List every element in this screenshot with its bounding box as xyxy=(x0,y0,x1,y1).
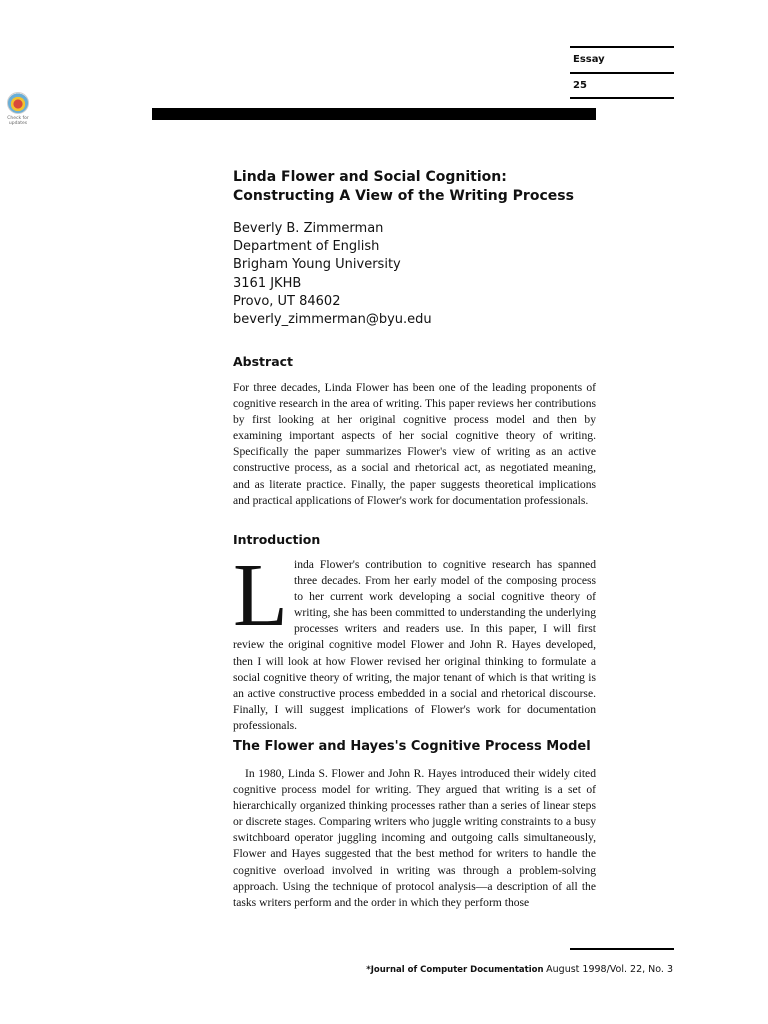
header-black-bar xyxy=(152,108,596,120)
journal-footer xyxy=(366,964,673,975)
author-block xyxy=(233,220,432,329)
section-label: Essay xyxy=(573,54,605,65)
introduction-heading: Introduction xyxy=(233,532,321,547)
page-number: 25 xyxy=(573,80,587,91)
check-for-updates-badge[interactable] xyxy=(4,92,32,126)
introduction-body: inda Flower's contribution to cognitive research has spanned three decades. From her early model of the composing process to her current work developing a social cognitive theory of writing, she has been committed to understanding the underlying processes writers and readers use. In this paper, I will first review the original cognitive model Flower and John R. Hayes developed, then I will look at how Flower revised her original thinking to formulate a social cognitive theory of writing, the major tenant of which is that writing is an active constructive process embedded in a social and rhetorical discourse. Finally, I will suggest implications of Flower's work for documentation professionals. xyxy=(233,558,596,732)
header-rule-middle xyxy=(570,72,674,74)
header-rule-top xyxy=(570,46,674,48)
section-heading: The Flower and Hayes's Cognitive Process Model xyxy=(233,739,591,754)
abstract-text: For three decades, Linda Flower has been one of the leading proponents of cognitive research in the area of writing. This paper reviews her contributions by first looking at her original cognitive process model and then by examining important aspects of her social cognitive theory of writing. Specifically the paper summarizes Flower's view of writing as an active constructive process, as a social and rhetorical act, as negotiated meaning, and as literate practice. Finally, the paper suggests theoretical implications and practical applications of Flower's work for documentation professionals. xyxy=(233,381,596,507)
author-department: Department of English xyxy=(233,239,380,255)
title-line-2: Constructing A View of the Writing Process xyxy=(233,188,574,204)
author-email: beverly_zimmerman@byu.edu xyxy=(233,312,432,328)
journal-issue: August 1998/Vol. 22, No. 3 xyxy=(546,964,673,975)
title-line-1: Linda Flower and Social Cognition: xyxy=(233,169,507,185)
section-text: In 1980, Linda S. Flower and John R. Hayes introduced their widely cited cognitive process model for writing. They argued that writing is a set of hierarchically organized thinking processes rather than a series of linear steps or discrete stages. Comparing writers who juggle writing constraints to a busy switchboard operator juggling incoming and outgoing calls simultaneously, Flower and Hayes suggested that the best method for writers to handle the cognitive overload involved in writing was through a problem-solving approach. Using the technique of protocol analysis—a description of all the tasks writers perform and the order in which they perform those xyxy=(233,767,596,909)
footer-rule xyxy=(570,948,674,950)
introduction-text xyxy=(233,546,596,734)
author-name: Beverly B. Zimmerman xyxy=(233,221,384,236)
author-office: 3161 JKHB xyxy=(233,275,302,291)
article-title xyxy=(233,168,596,206)
badge-text: Check for updates xyxy=(7,116,29,126)
drop-cap: L xyxy=(233,546,288,645)
update-badge-icon xyxy=(7,92,29,114)
author-city: Provo, UT 84602 xyxy=(233,293,341,309)
abstract-heading: Abstract xyxy=(233,354,294,369)
journal-name: *Journal of Computer Documentation xyxy=(366,965,544,975)
header-rule-bottom xyxy=(570,97,674,99)
author-university: Brigham Young University xyxy=(233,257,401,273)
